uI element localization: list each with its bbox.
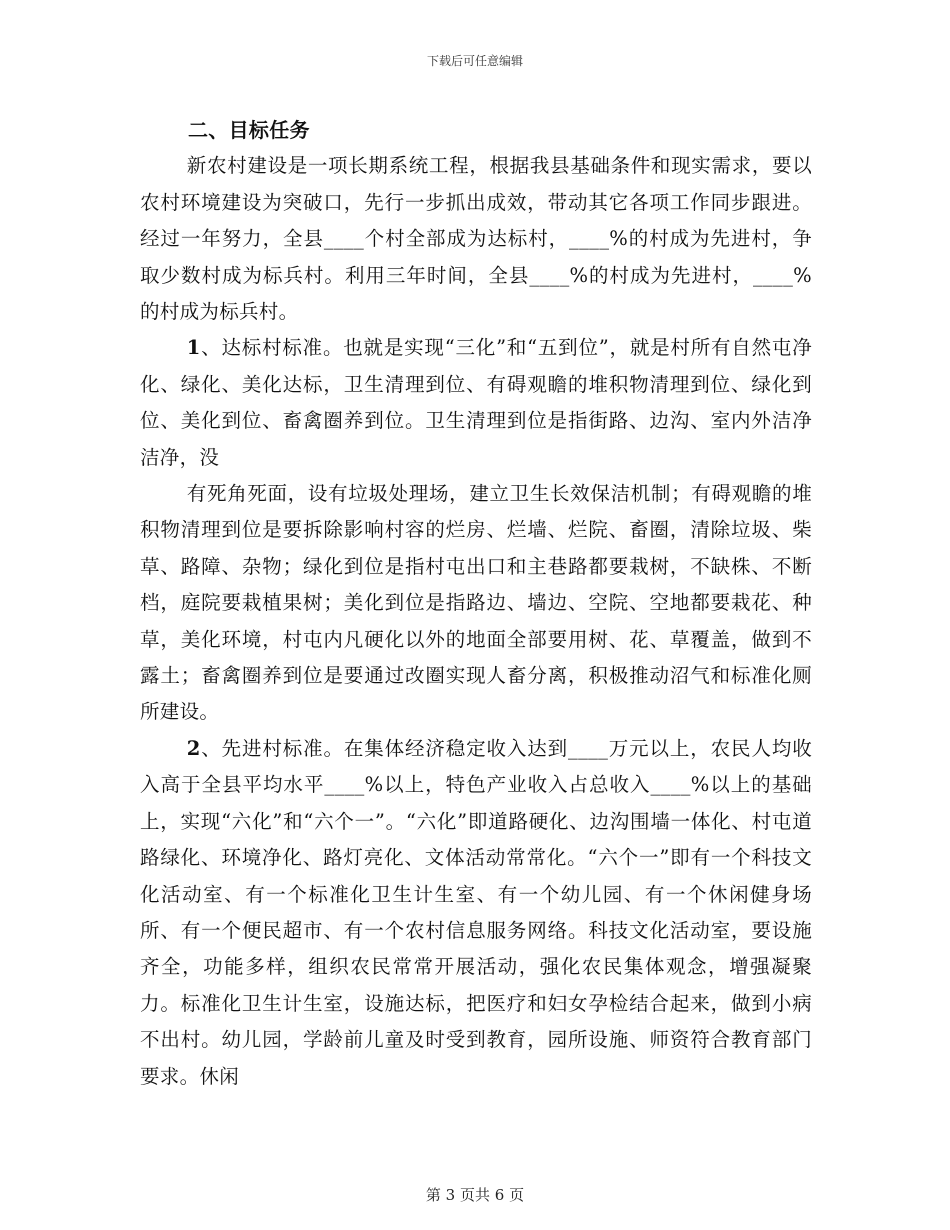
page-footer: 第 3 页共 6 页 (425, 1186, 525, 1204)
paragraph-standard-details-text: 有死角死面，设有垃圾处理场，建立卫生长效保洁机制；有碍观瞻的堆积物清理到位是要拆除影响村容的烂房、烂墙、烂院、畜圈，清除垃圾、柴草、路障、杂物；绿化到位是指村屯出口和主巷路都要栽树，不缺株、不断档，庭院要栽植果树；美化到位是指路边、墙边、空院、空地都要栽花、种草，美化环境，村屯内凡硬化以外的地面全部要用树、花、草覆盖，做到不露土；畜禽圈养到位是要通过改圈实现人畜分离，积极推动沼气和标准化厕所建设。 (140, 482, 812, 724)
item-number-2: 2 (186, 736, 201, 760)
paragraph-advanced-village (140, 731, 812, 1095)
section-heading: 二、目标任务 (188, 118, 310, 142)
paragraph-goals-text: 新农村建设是一项长期系统工程，根据我县基础条件和现实需求，要以农村环境建设为突破口，先行一步抓出成效，带动其它各项工作同步跟进。经过一年努力，全县____个村全部成为达标村，____%的村成为先进村，争取少数村成为标兵村。利用三年时间，全县____%的村成为先进村，____%的村成为标兵村。 (140, 154, 812, 324)
paragraph-advanced-village-text: 、先进村标准。在集体经济稳定收入达到____万元以上，农民人均收入高于全县平均水平____%以上，特色产业收入占总收入____%以上的基础上，实现“六化”和“六个一”。“六化”即道路硬化、边沟围墙一体化、村屯道路绿化、环境净化、路灯亮化、文体活动常常化。“六个一”即有一个科技文化活动室、有一个标准化卫生计生室、有一个幼儿园、有一个休闲健身场所、有一个便民超市、有一个农村信息服务网络。科技文化活动室，要设施齐全，功能多样，组织农民常常开展活动，强化农民集体观念，增强凝聚力。标准化卫生计生室，设施达标，把医疗和妇女孕检结合起来，做到小病不出村。幼儿园，学龄前儿童及时受到教育，园所设施、师资符合教育部门要求。休闲 (140, 736, 812, 1088)
paragraph-standard-village-text: 、达标村标准。也就是实现“三化”和“五到位”，就是村所有自然屯净化、绿化、美化达标，卫生清理到位、有碍观瞻的堆积物清理到位、绿化到位、美化到位、畜禽圈养到位。卫生清理到位是指街路、边沟、室内外洁净洁净，没 (140, 336, 812, 469)
item-number-1: 1 (186, 336, 201, 360)
paragraph-standard-village (140, 330, 812, 476)
paragraph-goals (140, 148, 812, 330)
page-header: 下载后可任意编辑 (426, 54, 523, 68)
document-body (140, 112, 812, 1095)
paragraph-standard-details (140, 476, 812, 731)
